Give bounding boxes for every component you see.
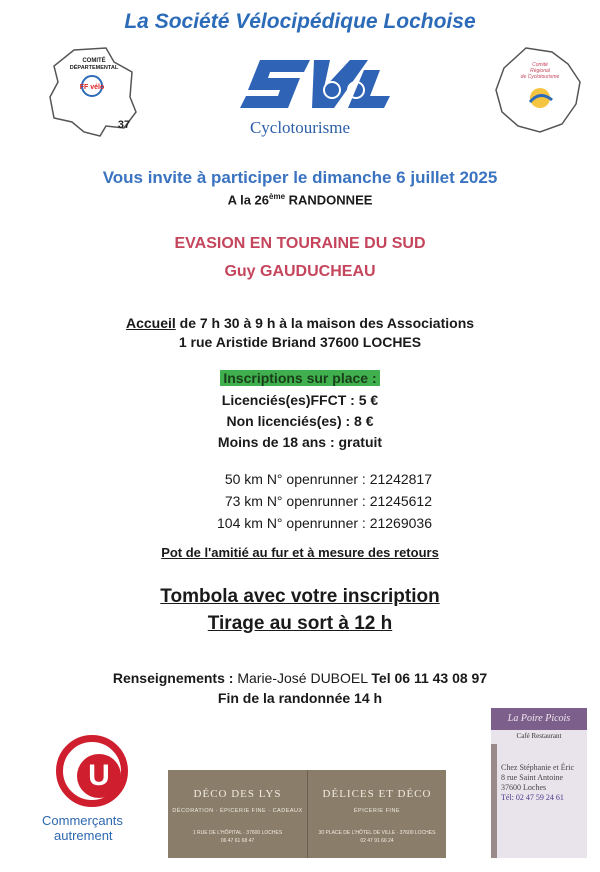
inscriptions-heading: Inscriptions sur place : bbox=[220, 370, 379, 386]
svl-logo bbox=[240, 52, 390, 114]
comite-regional-logo bbox=[488, 42, 588, 142]
accueil-address: 1 rue Aristide Briand 37600 LOCHES bbox=[178, 334, 422, 350]
accueil-label: Accueil bbox=[125, 315, 176, 331]
tombola bbox=[0, 583, 600, 637]
logo-left-brand: FF vélo bbox=[79, 84, 105, 91]
randonnee-edition: A la 26ème RANDONNEE bbox=[227, 192, 373, 208]
contact-label: Renseignements : bbox=[112, 670, 234, 686]
logo-left-line2: DÉPARTEMENTAL bbox=[69, 65, 119, 71]
u-circle-icon: U bbox=[56, 735, 128, 807]
invitation-line: Vous invite à participer le dimanche 6 juillet 2025 bbox=[102, 168, 498, 187]
resto-photo bbox=[491, 744, 497, 858]
fee-item: Non licenciés(es) : 8 € bbox=[226, 413, 374, 429]
tombola-line1: Tombola avec votre inscription bbox=[160, 586, 440, 607]
fee-item: Licenciés(es)FFCT : 5 € bbox=[221, 392, 379, 408]
end-time: Fin de la randonnée 14 h bbox=[217, 690, 383, 706]
resto-sub: Café Restaurant bbox=[516, 732, 562, 740]
event-name: EVASION EN TOURAINE DU SUD bbox=[174, 235, 426, 252]
contact-name: Marie-José DUBOEL bbox=[233, 670, 372, 686]
sponsor-card-deco-des-lys: DÉCO DES LYS DÉCORATION · ÉPICERIE FINE · CADEAUX 1 RUE DE L'HÔPITAL · 37600 LOCHES 06 47 61 68 47 bbox=[168, 770, 307, 858]
sponsor-card-restaurant: La Poire Picois Café Restaurant Chez Stéphanie et Éric 8 rue Saint Antoine 37600 Loches Tél: 02 47 59 24 61 bbox=[491, 708, 587, 858]
contact-info bbox=[0, 668, 600, 708]
resto-name: La Poire Picois bbox=[491, 708, 587, 730]
u-commercants-logo: U Commerçants autrement bbox=[42, 735, 152, 850]
sponsor-card-delices-et-deco: DÉLICES ET DÉCO ÉPICERIE FINE 30 PLACE DE L'HÔTEL DE VILLE · 37600 LOCHES 02 47 91 66 24 bbox=[307, 770, 446, 858]
logo-right-line3: de Cyclotourisme bbox=[520, 74, 560, 80]
accueil-info bbox=[0, 314, 600, 352]
accueil-text: de 7 h 30 à 9 h à la maison des Associations bbox=[175, 315, 475, 331]
route-item: 104 km N° openrunner : 21269036 bbox=[217, 515, 432, 531]
route-item: 50 km N° openrunner : 21242817 bbox=[224, 471, 432, 487]
svl-caption: Cyclotourisme bbox=[249, 118, 351, 137]
logo-right-line2: Régional bbox=[530, 68, 550, 74]
pot-amitie: Pot de l'amitié au fur et à mesure des retours bbox=[161, 545, 439, 560]
comite-departemental-logo bbox=[44, 42, 144, 142]
fee-item: Moins de 18 ans : gratuit bbox=[217, 434, 383, 450]
fees-list bbox=[0, 390, 600, 453]
page-title: La Société Vélocipédique Lochoise bbox=[124, 10, 476, 33]
logo-right-line1: Comité bbox=[532, 62, 548, 68]
event-dedication: Guy GAUDUCHEAU bbox=[224, 263, 376, 280]
inscriptions-heading-wrap bbox=[0, 370, 600, 388]
tombola-line2: Tirage au sort à 12 h bbox=[207, 613, 393, 634]
routes-list bbox=[170, 468, 470, 534]
logo-left-number: 37 bbox=[117, 119, 131, 131]
route-item: 73 km N° openrunner : 21245612 bbox=[224, 493, 432, 509]
contact-tel: Tel 06 11 43 08 97 bbox=[371, 670, 488, 686]
logo-left-line1: COMITÉ bbox=[82, 58, 106, 64]
